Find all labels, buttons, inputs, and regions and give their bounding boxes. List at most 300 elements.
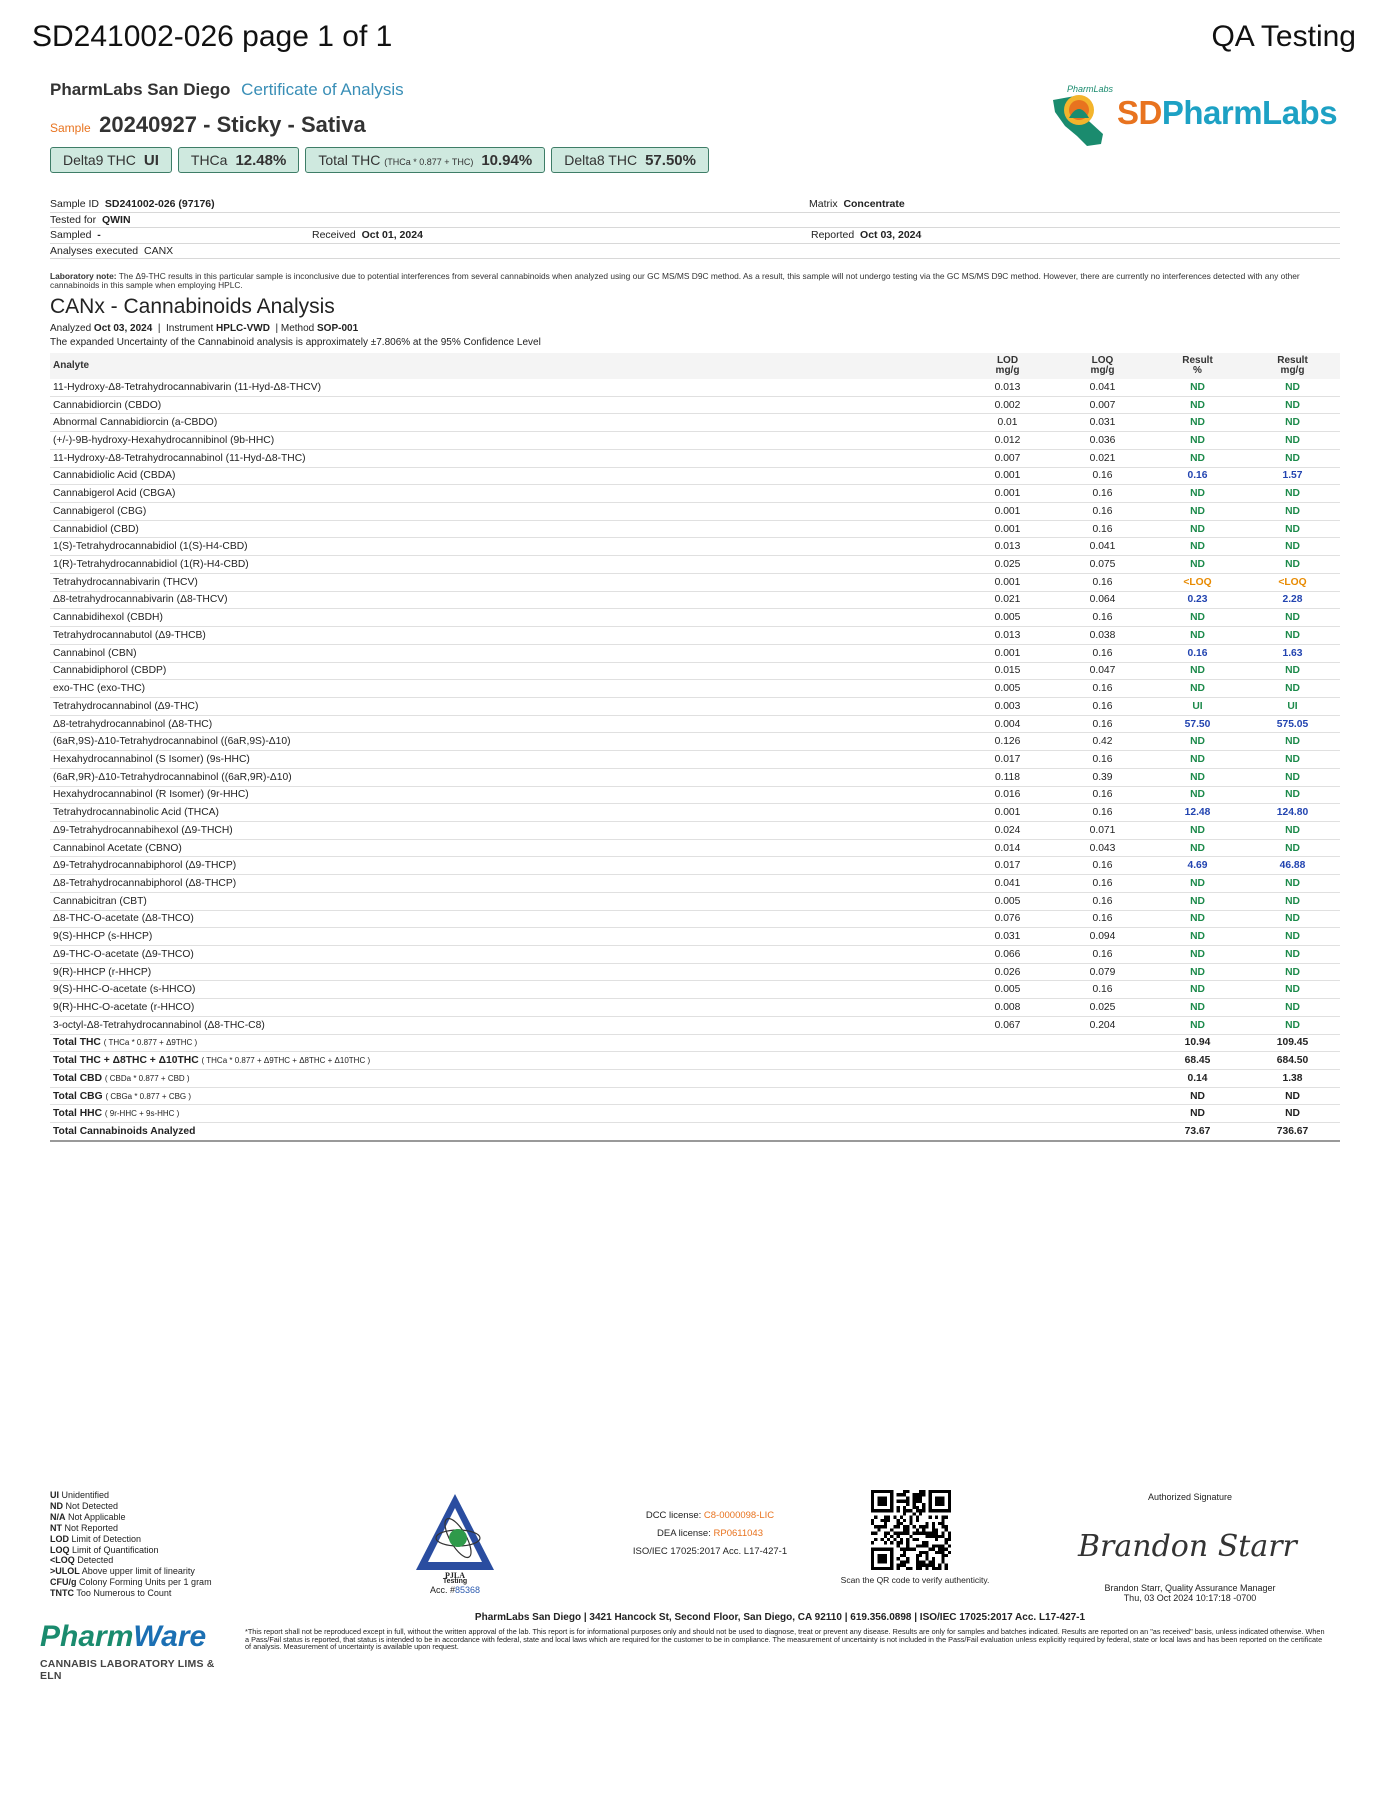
- loq-value: 0.16: [1055, 946, 1150, 964]
- loq-value: 0.041: [1055, 538, 1150, 556]
- result-mg-g: ND: [1245, 999, 1340, 1017]
- table-row: [50, 591, 1340, 609]
- loq-value: 0.021: [1055, 449, 1150, 467]
- loq-value: 0.16: [1055, 786, 1150, 804]
- sample-name: 20240927 - Sticky - Sativa: [99, 112, 366, 137]
- result-percent: ND: [1150, 751, 1245, 769]
- received-value: Oct 01, 2024: [361, 229, 423, 241]
- pharmware-ware: Ware: [133, 1620, 207, 1653]
- result-percent: ND: [1150, 680, 1245, 698]
- empty-cell: [1055, 1105, 1150, 1123]
- loq-value: 0.079: [1055, 963, 1150, 981]
- table-row: [50, 379, 1340, 396]
- lod-value: 0.025: [960, 556, 1055, 574]
- lod-value: 0.008: [960, 999, 1055, 1017]
- results-table: [50, 353, 1340, 1142]
- signature-image: [1070, 1520, 1310, 1570]
- table-row: [50, 875, 1340, 893]
- loq-value: 0.16: [1055, 715, 1150, 733]
- loq-value: 0.047: [1055, 662, 1150, 680]
- result-mg-g: ND: [1245, 449, 1340, 467]
- analyte-name: Cannabidiorcin (CBDO): [50, 396, 960, 414]
- total-percent: 10.94: [1150, 1034, 1245, 1052]
- result-percent: ND: [1150, 1016, 1245, 1034]
- table-row: [50, 503, 1340, 521]
- legend-meaning: Limit of Detection: [71, 1533, 142, 1544]
- result-mg-g: ND: [1245, 680, 1340, 698]
- logo-pharmlabs: PharmLabs: [1161, 94, 1338, 131]
- sample-meta: [50, 197, 1340, 259]
- analyte-name: Cannabigerol (CBG): [50, 503, 960, 521]
- result-percent: ND: [1150, 963, 1245, 981]
- table-row: [50, 644, 1340, 662]
- result-mg-g: ND: [1245, 379, 1340, 396]
- total-formula: ( CBDa * 0.877 + CBD ): [104, 1073, 190, 1083]
- table-row: [50, 751, 1340, 769]
- legend-item: [50, 1588, 212, 1599]
- table-row: [50, 999, 1340, 1017]
- pharmware-pharm: Pharm: [40, 1620, 134, 1653]
- received-label: Received: [312, 229, 356, 241]
- col-lod: [960, 353, 1055, 379]
- result-mg-g: ND: [1245, 892, 1340, 910]
- method-value: SOP-001: [317, 323, 359, 334]
- lod-value: 0.001: [960, 503, 1055, 521]
- legend-item: [50, 1512, 212, 1523]
- tested-for-value: QWIN: [101, 213, 131, 226]
- lab-name: PharmLabs San Diego: [50, 80, 231, 99]
- loq-value: 0.16: [1055, 644, 1150, 662]
- laboratory-note: [50, 272, 1340, 290]
- result-mg-g: ND: [1245, 414, 1340, 432]
- legend-abbr: N/A: [50, 1511, 66, 1522]
- qr-caption: Scan the QR code to verify authenticity.: [840, 1575, 990, 1585]
- table-row: [50, 892, 1340, 910]
- result-mg-g: ND: [1245, 396, 1340, 414]
- loq-value: 0.204: [1055, 1016, 1150, 1034]
- table-row: [50, 556, 1340, 574]
- result-percent: 0.16: [1150, 467, 1245, 485]
- result-percent: ND: [1150, 609, 1245, 627]
- meta-matrix: [809, 198, 905, 210]
- result-mg-g: ND: [1245, 981, 1340, 999]
- signer-info: [1070, 1583, 1310, 1603]
- result-percent: ND: [1150, 396, 1245, 414]
- legend-item: [50, 1555, 212, 1566]
- loq-value: 0.16: [1055, 892, 1150, 910]
- dea-label: DEA license:: [657, 1528, 711, 1539]
- meta-row-tested-for: [50, 213, 1340, 229]
- loq-value: 0.16: [1055, 857, 1150, 875]
- table-row: [50, 910, 1340, 928]
- result-mg-g: ND: [1245, 609, 1340, 627]
- result-percent: 4.69: [1150, 857, 1245, 875]
- lod-value: 0.014: [960, 839, 1055, 857]
- lod-value: 0.005: [960, 981, 1055, 999]
- result-percent: ND: [1150, 733, 1245, 751]
- lod-value: 0.01: [960, 414, 1055, 432]
- table-row: [50, 928, 1340, 946]
- lod-value: 0.016: [960, 786, 1055, 804]
- total-row: [50, 1087, 1340, 1105]
- total-percent: ND: [1150, 1087, 1245, 1105]
- tested-for-label: Tested for: [50, 213, 97, 226]
- analyte-name: Tetrahydrocannabutol (Δ9-THCB): [50, 627, 960, 645]
- california-map-icon: [1045, 82, 1125, 152]
- table-row: [50, 1016, 1340, 1034]
- total-mg-g: ND: [1245, 1087, 1340, 1105]
- analyte-name: 11-Hydroxy-Δ8-Tetrahydrocannabinol (11-Hyd-Δ8-THC): [50, 449, 960, 467]
- legend-abbr: NT: [50, 1522, 62, 1533]
- lod-value: 0.066: [960, 946, 1055, 964]
- result-mg-g: UI: [1245, 697, 1340, 715]
- result-mg-g: 124.80: [1245, 804, 1340, 822]
- sample-id-label: Sample ID: [50, 198, 100, 210]
- loq-value: 0.025: [1055, 999, 1150, 1017]
- pjla-accreditation: [410, 1578, 500, 1595]
- result-mg-g: ND: [1245, 751, 1340, 769]
- lod-value: 0.017: [960, 857, 1055, 875]
- total-label: Total CBG: [53, 1090, 103, 1102]
- method-label: Method: [280, 323, 315, 334]
- analyte-name: 9(R)-HHC-O-acetate (r-HHCO): [50, 999, 960, 1017]
- total-name: [50, 1123, 960, 1141]
- table-row: [50, 609, 1340, 627]
- dea-value: RP0611043: [713, 1528, 763, 1539]
- analyte-name: Tetrahydrocannabinol (Δ9-THC): [50, 697, 960, 715]
- lod-value: 0.031: [960, 928, 1055, 946]
- col-loq-unit: mg/g: [1090, 365, 1115, 376]
- qr-code-icon: [871, 1490, 951, 1570]
- badge-delta9-thc: [50, 147, 172, 173]
- lod-value: 0.005: [960, 609, 1055, 627]
- total-name: [50, 1052, 960, 1070]
- loq-value: 0.038: [1055, 627, 1150, 645]
- table-row: [50, 786, 1340, 804]
- lod-value: 0.126: [960, 733, 1055, 751]
- analyzed-date: Oct 03, 2024: [93, 323, 153, 334]
- result-percent: ND: [1150, 485, 1245, 503]
- total-label: Total Cannabinoids Analyzed: [53, 1126, 196, 1138]
- legend-abbr: <LOQ: [50, 1555, 75, 1566]
- legend-item: [50, 1501, 212, 1512]
- col-loq: [1055, 353, 1150, 379]
- matrix-value: Concentrate: [843, 198, 905, 210]
- result-percent: 57.50: [1150, 715, 1245, 733]
- table-header-row: [50, 353, 1340, 379]
- legend-item: [50, 1566, 212, 1577]
- result-mg-g: 1.63: [1245, 644, 1340, 662]
- loq-value: 0.16: [1055, 981, 1150, 999]
- dcc-value: C8-0000098-LIC: [703, 1510, 775, 1521]
- instrument-value: HPLC-VWD: [216, 323, 270, 334]
- table-row: [50, 963, 1340, 981]
- note-label: Laboratory note:: [50, 271, 117, 281]
- result-mg-g: ND: [1245, 520, 1340, 538]
- result-mg-g: ND: [1245, 928, 1340, 946]
- legend-meaning: Not Applicable: [68, 1511, 126, 1522]
- legend-item: [50, 1534, 212, 1545]
- lod-value: 0.001: [960, 467, 1055, 485]
- badge-delta8-thc: [551, 147, 709, 173]
- total-formula: ( THCa * 0.877 + Δ9THC ): [103, 1038, 198, 1048]
- result-mg-g: ND: [1245, 485, 1340, 503]
- result-mg-g: 1.57: [1245, 467, 1340, 485]
- analyte-name: Tetrahydrocannabinolic Acid (THCA): [50, 804, 960, 822]
- lod-value: 0.001: [960, 644, 1055, 662]
- sample-label: Sample: [50, 121, 91, 135]
- lod-value: 0.013: [960, 627, 1055, 645]
- result-percent: ND: [1150, 946, 1245, 964]
- col-pct-unit: %: [1193, 365, 1202, 376]
- table-row: [50, 520, 1340, 538]
- legend-item: [50, 1490, 212, 1501]
- analyses-value: CANX: [143, 244, 174, 257]
- total-row: [50, 1123, 1340, 1141]
- analyte-name: Hexahydrocannabinol (R Isomer) (9r-HHC): [50, 786, 960, 804]
- result-mg-g: ND: [1245, 946, 1340, 964]
- loq-value: 0.007: [1055, 396, 1150, 414]
- loq-value: 0.16: [1055, 503, 1150, 521]
- lod-value: 0.041: [960, 875, 1055, 893]
- lod-value: 0.003: [960, 697, 1055, 715]
- lod-value: 0.067: [960, 1016, 1055, 1034]
- total-name: [50, 1070, 960, 1088]
- total-formula: ( THCa * 0.877 + Δ9THC + Δ8THC + Δ10THC ): [201, 1056, 371, 1066]
- result-percent: ND: [1150, 449, 1245, 467]
- results-body: [50, 379, 1340, 1141]
- result-mg-g: 2.28: [1245, 591, 1340, 609]
- total-percent: 0.14: [1150, 1070, 1245, 1088]
- loq-value: 0.075: [1055, 556, 1150, 574]
- pjla-acc-number: 85368: [454, 1585, 481, 1595]
- svg-text:PJLA: PJLA: [445, 1571, 465, 1580]
- legend-abbr: CFU/g: [50, 1577, 77, 1588]
- analyte-name: Cannabidihexol (CBDH): [50, 609, 960, 627]
- badge-label: THCa: [190, 152, 228, 168]
- total-mg-g: 684.50: [1245, 1052, 1340, 1070]
- signature-label: Authorized Signature: [1147, 1492, 1233, 1502]
- analyte-name: Δ8-Tetrahydrocannabiphorol (Δ8-THCP): [50, 875, 960, 893]
- lod-value: 0.076: [960, 910, 1055, 928]
- pjla-accreditation-icon: [410, 1490, 500, 1580]
- signer-name: Brandon Starr, Quality Assurance Manager: [1104, 1583, 1276, 1593]
- note-text: The Δ9-THC results in this particular sample is inconclusive due to potential interferences from several cannabinoids when analyzed using our GC MS/MS D9C method. As a result, this sample will not undergo testing via the GC MS/MS D9C method. However, there are currently no interferences detected with any other cannabinoids in this sample when employing HPLC.: [50, 271, 1300, 290]
- badge-value: UI: [143, 152, 159, 169]
- table-row: [50, 680, 1340, 698]
- result-percent: 12.48: [1150, 804, 1245, 822]
- meta-sampled: [50, 229, 101, 241]
- loq-value: 0.16: [1055, 520, 1150, 538]
- svg-text:Brandon Starr: Brandon Starr: [1078, 1529, 1297, 1564]
- analyte-name: 9(S)-HHC-O-acetate (s-HHCO): [50, 981, 960, 999]
- verification-qr-code[interactable]: [871, 1490, 951, 1570]
- pharmware-wordmark: [40, 1620, 206, 1654]
- handwritten-signature: [1070, 1520, 1310, 1570]
- analysis-title: CANx - Cannabinoids Analysis: [50, 295, 335, 318]
- table-row: [50, 573, 1340, 591]
- analyte-name: 9(S)-HHCP (s-HHCP): [50, 928, 960, 946]
- analyte-name: Abnormal Cannabidiorcin (a-CBDO): [50, 414, 960, 432]
- empty-cell: [960, 1105, 1055, 1123]
- result-percent: ND: [1150, 928, 1245, 946]
- col-result-pct: [1150, 353, 1245, 379]
- analyte-name: 3-octyl-Δ8-Tetrahydrocannabinol (Δ8-THC-C8): [50, 1016, 960, 1034]
- loq-value: 0.39: [1055, 768, 1150, 786]
- legend-abbr: LOQ: [50, 1544, 70, 1555]
- legend-abbr: >ULOL: [50, 1566, 80, 1577]
- badge-value: 12.48%: [235, 152, 287, 169]
- total-formula: ( 9r-HHC + 9s-HHC ): [104, 1109, 180, 1119]
- result-percent: ND: [1150, 556, 1245, 574]
- result-percent: ND: [1150, 538, 1245, 556]
- empty-cell: [1055, 1052, 1150, 1070]
- table-row: [50, 946, 1340, 964]
- lod-value: 0.024: [960, 821, 1055, 839]
- meta-received: [312, 229, 423, 241]
- badge-label: Total THC: [318, 152, 381, 168]
- total-formula: ( CBGa * 0.877 + CBG ): [105, 1091, 192, 1101]
- meta-tested-for: [50, 214, 131, 226]
- col-lod-label: LOD: [996, 355, 1019, 366]
- total-row: [50, 1034, 1340, 1052]
- loq-value: 0.036: [1055, 432, 1150, 450]
- result-percent: ND: [1150, 981, 1245, 999]
- pharmware-tagline: CANNABIS LABORATORY LIMS & ELN: [40, 1658, 215, 1682]
- col-mg-label: Result: [1277, 355, 1308, 366]
- analyte-name: Cannabidiolic Acid (CBDA): [50, 467, 960, 485]
- lod-value: 0.004: [960, 715, 1055, 733]
- badge-formula: (THCa * 0.877 + THC): [384, 157, 474, 167]
- reported-label: Reported: [811, 229, 855, 241]
- loq-value: 0.16: [1055, 467, 1150, 485]
- analyte-name: Δ8-THC-O-acetate (Δ8-THCO): [50, 910, 960, 928]
- analyte-name: Cannabidiol (CBD): [50, 520, 960, 538]
- result-mg-g: ND: [1245, 821, 1340, 839]
- legend-item: [50, 1523, 212, 1534]
- total-mg-g: 109.45: [1245, 1034, 1340, 1052]
- instrument-label: Instrument: [166, 323, 214, 334]
- empty-cell: [1055, 1070, 1150, 1088]
- empty-cell: [960, 1087, 1055, 1105]
- analyte-name: Tetrahydrocannabivarin (THCV): [50, 573, 960, 591]
- meta-row-sample-id: [50, 197, 1340, 213]
- result-mg-g: ND: [1245, 733, 1340, 751]
- total-label: Total HHC: [53, 1108, 103, 1120]
- result-mg-g: ND: [1245, 662, 1340, 680]
- table-row: [50, 627, 1340, 645]
- result-percent: ND: [1150, 892, 1245, 910]
- result-mg-g: ND: [1245, 910, 1340, 928]
- total-row: [50, 1052, 1340, 1070]
- sample-id-value: SD241002-026 (97176): [104, 198, 215, 210]
- legend-meaning: Limit of Quantification: [72, 1544, 159, 1555]
- lod-value: 0.001: [960, 520, 1055, 538]
- analyte-name: 9(R)-HHCP (r-HHCP): [50, 963, 960, 981]
- footer-disclaimer: *This report shall not be reproduced except in full, without the written approval of the lab. This report is for informational purposes only and should not be used to diagnose, treat or prevent any disease. Results are only for samples and batches indicated. Results are reported on an "as received" basis, unless indicated otherwise. When a Pass/Fail status is reported, that status is intended to be in accordance with federal, state and local laws which are required for the customer to be in compliance. The measurement of uncertainty is not included in the Pass/Fail evaluation unless explicitly required by federal, state or local laws and has been reported on the certificate of analysis. Measurement of uncertainty is available upon request.: [245, 1627, 1325, 1651]
- table-row: [50, 697, 1340, 715]
- legend-abbr: UI: [50, 1490, 59, 1500]
- table-row: [50, 485, 1340, 503]
- table-row: [50, 449, 1340, 467]
- table-row: [50, 432, 1340, 450]
- logo-sd: SD: [1117, 94, 1162, 131]
- badge-value: 57.50%: [645, 152, 696, 169]
- table-row: [50, 981, 1340, 999]
- legend-item: [50, 1577, 212, 1588]
- analyte-name: Δ8-tetrahydrocannabivarin (Δ8-THCV): [50, 591, 960, 609]
- badge-thca: [178, 147, 299, 173]
- result-percent: ND: [1150, 662, 1245, 680]
- lod-value: 0.001: [960, 485, 1055, 503]
- loq-value: 0.16: [1055, 910, 1150, 928]
- result-percent: ND: [1150, 432, 1245, 450]
- loq-value: 0.16: [1055, 573, 1150, 591]
- legend-item: [50, 1545, 212, 1556]
- result-percent: 0.16: [1150, 644, 1245, 662]
- result-percent: ND: [1150, 786, 1245, 804]
- result-percent: UI: [1150, 697, 1245, 715]
- result-mg-g: ND: [1245, 786, 1340, 804]
- col-result-mg: [1245, 353, 1340, 379]
- result-percent: ND: [1150, 414, 1245, 432]
- loq-value: 0.043: [1055, 839, 1150, 857]
- table-row: [50, 839, 1340, 857]
- analyte-name: (6aR,9S)-Δ10-Tetrahydrocannabinol ((6aR,9S)-Δ10): [50, 733, 960, 751]
- total-label: Total THC + Δ8THC + Δ10THC: [53, 1055, 199, 1067]
- col-loq-label: LOQ: [1091, 355, 1114, 366]
- lod-value: 0.013: [960, 379, 1055, 396]
- qa-testing-title: QA Testing: [1211, 20, 1356, 53]
- analyte-name: Cannabigerol Acid (CBGA): [50, 485, 960, 503]
- table-row: [50, 768, 1340, 786]
- legend-meaning: Too Numerous to Count: [76, 1588, 172, 1599]
- result-percent: <LOQ: [1150, 573, 1245, 591]
- analyzed-label: Analyzed: [50, 323, 92, 334]
- sdpharmlabs-logo: [1045, 82, 1345, 152]
- col-analyte: Analyte: [50, 353, 960, 379]
- lod-value: 0.013: [960, 538, 1055, 556]
- loq-value: 0.16: [1055, 875, 1150, 893]
- result-percent: 0.23: [1150, 591, 1245, 609]
- total-percent: 68.45: [1150, 1052, 1245, 1070]
- dea-license: [600, 1525, 820, 1543]
- result-mg-g: ND: [1245, 503, 1340, 521]
- abbreviation-legend: [50, 1490, 212, 1599]
- badge-label: Delta8 THC: [564, 152, 638, 168]
- reported-value: Oct 03, 2024: [860, 229, 922, 241]
- analysis-details: Analyzed Oct 03, 2024 | Instrument HPLC-VWD | Method SOP-001: [50, 323, 359, 334]
- loq-value: 0.064: [1055, 591, 1150, 609]
- pjla-acc-label: Acc. #: [429, 1585, 455, 1595]
- meta-reported: [811, 229, 921, 241]
- analyte-name: Δ8-tetrahydrocannabinol (Δ8-THC): [50, 715, 960, 733]
- result-mg-g: ND: [1245, 768, 1340, 786]
- result-mg-g: ND: [1245, 963, 1340, 981]
- result-percent: ND: [1150, 999, 1245, 1017]
- pjla-sub: Testing: [442, 1578, 468, 1585]
- total-name: [50, 1034, 960, 1052]
- analyte-name: Δ9-THC-O-acetate (Δ9-THCO): [50, 946, 960, 964]
- analyte-name: Δ9-Tetrahydrocannabiphorol (Δ9-THCP): [50, 857, 960, 875]
- badge-value: 10.94%: [481, 152, 533, 169]
- result-percent: ND: [1150, 379, 1245, 396]
- total-row: [50, 1105, 1340, 1123]
- document-id: SD241002-026 page 1 of 1: [32, 20, 393, 53]
- legend-meaning: Above upper limit of linearity: [81, 1566, 195, 1577]
- analyte-name: exo-THC (exo-THC): [50, 680, 960, 698]
- svg-text:PharmLabs: PharmLabs: [1067, 84, 1114, 94]
